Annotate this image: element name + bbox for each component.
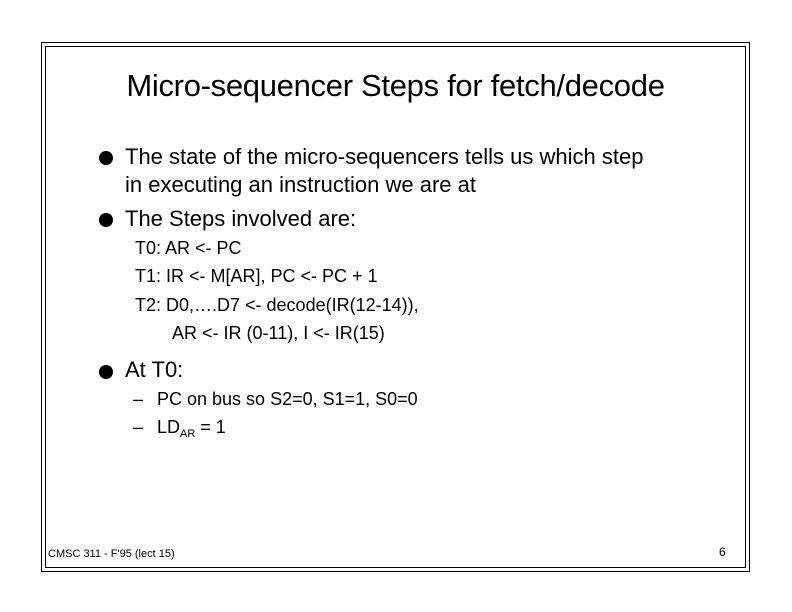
bullet-dot: [99, 151, 113, 165]
bullet2-text: The Steps involved are:: [125, 206, 357, 231]
step-t0: T0: AR <- PC: [135, 238, 242, 258]
sub-item-pc-on-bus: PC on bus so S2=0, S1=1, S0=0: [157, 389, 418, 409]
step-t1: T1: IR <- M[AR], PC <- PC + 1: [135, 266, 378, 286]
ld-text: LD: [157, 417, 181, 437]
ar-subscript: AR: [180, 428, 196, 440]
bullet1-text-line1: The state of the micro-sequencers tells us which step: [125, 144, 644, 169]
page-number: 6: [719, 545, 726, 559]
sub-item-ld-ar: [157, 417, 226, 440]
ld-value: = 1: [195, 417, 226, 437]
dash-marker: –: [133, 389, 144, 409]
step-t2-line1: T2: D0,….D7 <- decode(IR(12-14)),: [135, 295, 419, 315]
slide-title: Micro-sequencer Steps for fetch/decode: [126, 68, 665, 103]
dash-marker: –: [133, 417, 144, 437]
bullet-dot: [99, 213, 113, 227]
bullet3-text: At T0:: [125, 357, 184, 382]
step-t2-line2: AR <- IR (0-11), I <- IR(15): [172, 323, 385, 343]
bullet1-text-line2: in executing an instruction we are at: [125, 172, 476, 197]
bullet-dot: [99, 365, 113, 379]
footer-course: CMSC 311 - F'95 (lect 15): [48, 548, 175, 560]
